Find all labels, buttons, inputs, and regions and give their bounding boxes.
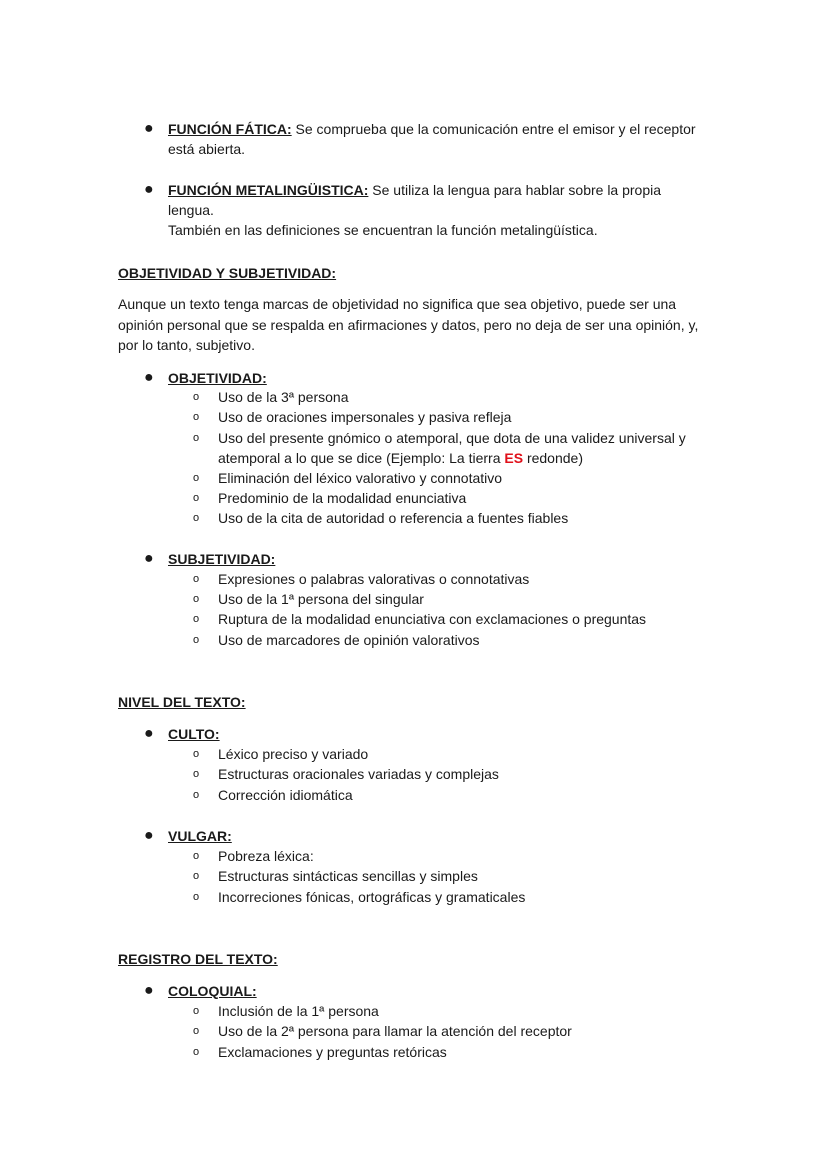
list-item: Ruptura de la modalidad enunciativa con exclamaciones o preguntas: [218, 611, 647, 627]
circle-bullet-icon: o: [193, 593, 200, 605]
bullet-icon: ●: [144, 982, 154, 999]
list-item-line1: Uso del presente gnómico o atemporal, que dota de una validez universal y: [218, 430, 686, 446]
list-item: Uso de marcadores de opinión valorativos: [218, 632, 480, 648]
term-text-line1: Se utiliza la lengua para hablar sobre la propia lengua.: [168, 182, 662, 218]
list-item: Estructuras sintácticas sencillas y simples: [218, 868, 478, 884]
list-item: Incorreciones fónicas, ortográficas y gramaticales: [218, 889, 526, 905]
circle-bullet-icon: o: [193, 411, 200, 423]
list-item: Uso de la 3ª persona: [218, 389, 349, 405]
list-item: Expresiones o palabras valorativas o connotativas: [218, 571, 530, 587]
term-label: FUNCIÓN METALINGÜISTICA:: [168, 182, 369, 198]
circle-bullet-icon: o: [193, 789, 200, 801]
circle-bullet-icon: o: [193, 472, 200, 484]
list-item: Uso de la cita de autoridad o referencia a fuentes fiables: [218, 510, 569, 526]
term-text-line2: También en las definiciones se encuentran la función metalingüística.: [168, 222, 598, 238]
circle-bullet-icon: o: [193, 492, 200, 504]
list-item: Predominio de la modalidad enunciativa: [218, 490, 467, 506]
list-item-line2-end: redonde): [523, 450, 583, 466]
bullet-icon: ●: [144, 369, 154, 386]
circle-bullet-icon: o: [193, 1046, 200, 1058]
circle-bullet-icon: o: [193, 850, 200, 862]
section-heading-registro: REGISTRO DEL TEXTO:: [118, 951, 278, 967]
section-heading-nivel: NIVEL DEL TEXTO:: [118, 694, 246, 710]
highlight-es: ES: [504, 450, 524, 466]
circle-bullet-icon: o: [193, 1025, 200, 1037]
circle-bullet-icon: o: [193, 891, 200, 903]
paragraph-line: Aunque un texto tenga marcas de objetividad no significa que sea objetivo, puede ser una: [118, 296, 677, 312]
subsection-label-subjetividad: SUBJETIVIDAD:: [168, 551, 276, 567]
section-heading-objetividad-subjetividad: OBJETIVIDAD Y SUBJETIVIDAD:: [118, 265, 337, 281]
bullet-icon: ●: [144, 827, 154, 844]
circle-bullet-icon: o: [193, 573, 200, 585]
list-item: Exclamaciones y preguntas retóricas: [218, 1044, 447, 1060]
term-text-line1: Se comprueba que la comunicación entre el emisor y el receptor: [295, 121, 696, 137]
circle-bullet-icon: o: [193, 512, 200, 524]
list-item: [218, 428, 698, 468]
circle-bullet-icon: o: [193, 613, 200, 625]
list-item-funcion-metalinguistica: [168, 180, 708, 240]
list-item: Pobreza léxica:: [218, 848, 314, 864]
subsection-label-objetividad: OBJETIVIDAD:: [168, 370, 267, 386]
circle-bullet-icon: o: [193, 432, 200, 444]
subsection-label-vulgar: VULGAR:: [168, 828, 232, 844]
circle-bullet-icon: o: [193, 870, 200, 882]
paragraph: [118, 294, 708, 356]
list-item: Uso de la 2ª persona para llamar la atención del receptor: [218, 1023, 572, 1039]
list-item-funcion-fatica: [168, 119, 708, 159]
bullet-icon: ●: [144, 550, 154, 567]
list-item-line2: atemporal a lo que se dice (Ejemplo: La tierra: [218, 450, 505, 466]
bullet-icon: ●: [144, 181, 154, 198]
subsection-label-coloquial: COLOQUIAL:: [168, 983, 257, 999]
list-item: Eliminación del léxico valorativo y connotativo: [218, 470, 503, 486]
circle-bullet-icon: o: [193, 748, 200, 760]
circle-bullet-icon: o: [193, 391, 200, 403]
paragraph-line: opinión personal que se respalda en afirmaciones y datos, pero no deja de ser una opinión, y,: [118, 316, 699, 333]
list-item: Léxico preciso y variado: [218, 746, 369, 762]
paragraph-line: por lo tanto, subjetivo.: [118, 337, 255, 353]
subsection-label-culto: CULTO:: [168, 726, 220, 742]
circle-bullet-icon: o: [193, 1005, 200, 1017]
list-item: Estructuras oracionales variadas y complejas: [218, 766, 499, 782]
circle-bullet-icon: o: [193, 768, 200, 780]
list-item: Inclusión de la 1ª persona: [218, 1003, 379, 1019]
term-text-line2: está abierta.: [168, 141, 246, 157]
list-item: Uso de oraciones impersonales y pasiva refleja: [218, 409, 512, 425]
bullet-icon: ●: [144, 725, 154, 742]
circle-bullet-icon: o: [193, 634, 200, 646]
bullet-icon: ●: [144, 120, 154, 137]
term-label: FUNCIÓN FÁTICA:: [168, 121, 292, 137]
list-item: Corrección idiomática: [218, 787, 353, 803]
list-item: Uso de la 1ª persona del singular: [218, 591, 424, 607]
